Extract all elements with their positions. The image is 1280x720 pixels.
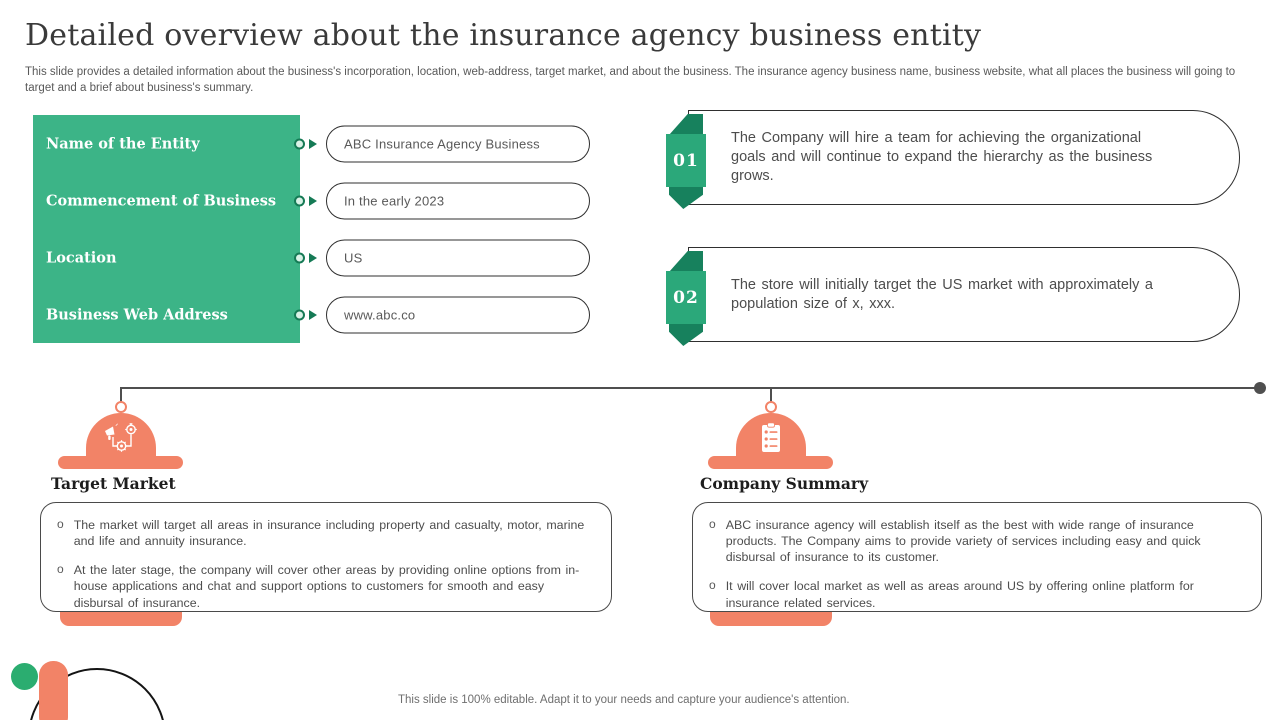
bullet-text: At the later stage, the company will cover other areas by providing online options from in-house applications and chat and support options to customers for smooth and easy disbursal of insurance.	[73, 563, 580, 610]
arrow-right-icon	[309, 253, 317, 263]
field-label: Commencement of Business	[46, 192, 277, 209]
checklist-icon	[758, 422, 784, 454]
callout-ribbon-1	[666, 111, 706, 206]
timeline-line	[120, 387, 1261, 389]
callout-box-1	[673, 110, 1240, 205]
arrow-right-icon	[309, 196, 317, 206]
callout-number: 01	[666, 134, 706, 187]
bullet-text: It will cover local market as well as areas around US by offering online platform for insurance related services.	[725, 579, 1194, 610]
location-field[interactable]: US	[326, 239, 590, 276]
footer-note: This slide is 100% editable. Adapt it to your needs and capture your audience's attention.	[398, 694, 850, 706]
field-row-commencement	[33, 172, 593, 229]
bullet-text: ABC insurance agency will establish itself as the best with wide range of insurance products. The Company aims to provide variety of services including easy and quick disbursal of insurance to its customer.	[725, 518, 1201, 565]
icon-dome	[86, 413, 156, 462]
ribbon-fold-icon	[669, 251, 703, 272]
connector-dot-icon	[294, 309, 305, 320]
company-summary-text-box	[692, 502, 1262, 612]
timeline-node-icon	[765, 401, 777, 413]
section-title-target-market: Target Market	[51, 474, 176, 493]
bullet-marker-icon: o	[709, 578, 716, 593]
slide-subtitle: This slide provides a detailed information about the business's incorporation, location, web-address, target market, and about the business. The insurance agency business name, business website, what all places the business will going to target and a brief about business's summary.	[25, 66, 1236, 94]
marketing-target-icon	[102, 422, 140, 454]
connector-dot-icon	[294, 252, 305, 263]
field-label: Business Web Address	[46, 306, 228, 323]
bullet-marker-icon: o	[57, 517, 64, 531]
timeline-node-icon	[115, 401, 127, 413]
page-title: Detailed overview about the insurance agency business entity	[25, 18, 982, 53]
callout-ribbon-2	[666, 248, 706, 343]
commencement-field[interactable]: In the early 2023	[326, 182, 590, 219]
bullet-text: The market will target all areas in insurance including property and casualty, motor, marine and life and annuity insurance.	[73, 518, 585, 549]
target-market-text-box	[40, 502, 612, 612]
bullet-item	[709, 517, 1237, 565]
callout-box-2	[673, 247, 1240, 342]
bullet-marker-icon: o	[57, 562, 64, 577]
bullet-marker-icon: o	[709, 517, 716, 531]
field-label: Location	[46, 249, 117, 266]
field-row-location	[33, 229, 593, 286]
ribbon-fold-icon	[669, 324, 703, 346]
callout-text: The Company will hire a team for achieving the organizational goals and will continue to expand the hierarchy as the business grows.	[731, 130, 1153, 184]
connector-dot-icon	[294, 138, 305, 149]
bullet-item	[57, 562, 587, 610]
arrow-right-icon	[309, 310, 317, 320]
icon-dome	[736, 413, 806, 462]
connector-dot-icon	[294, 195, 305, 206]
ribbon-fold-icon	[669, 114, 703, 135]
decor-green-circle	[11, 663, 38, 690]
ribbon-fold-icon	[669, 187, 703, 209]
entity-name-field[interactable]: ABC Insurance Agency Business	[326, 125, 590, 162]
bullet-item	[709, 578, 1237, 610]
arrow-right-icon	[309, 139, 317, 149]
callout-number: 02	[666, 271, 706, 324]
decor-coral-pill	[39, 661, 68, 720]
field-row-entity-name	[33, 115, 593, 172]
callout-text: The store will initially target the US market with approximately a population size of x, xxx.	[731, 276, 1153, 312]
field-label: Name of the Entity	[46, 135, 200, 152]
timeline-drop-right	[770, 388, 772, 402]
bullet-item	[57, 517, 587, 549]
timeline-drop-left	[120, 388, 122, 402]
field-row-web-address	[33, 286, 593, 343]
web-address-field[interactable]: www.abc.co	[326, 296, 590, 333]
entity-form	[33, 115, 593, 343]
section-title-company-summary: Company Summary	[700, 474, 869, 493]
timeline-end-dot	[1254, 382, 1266, 394]
